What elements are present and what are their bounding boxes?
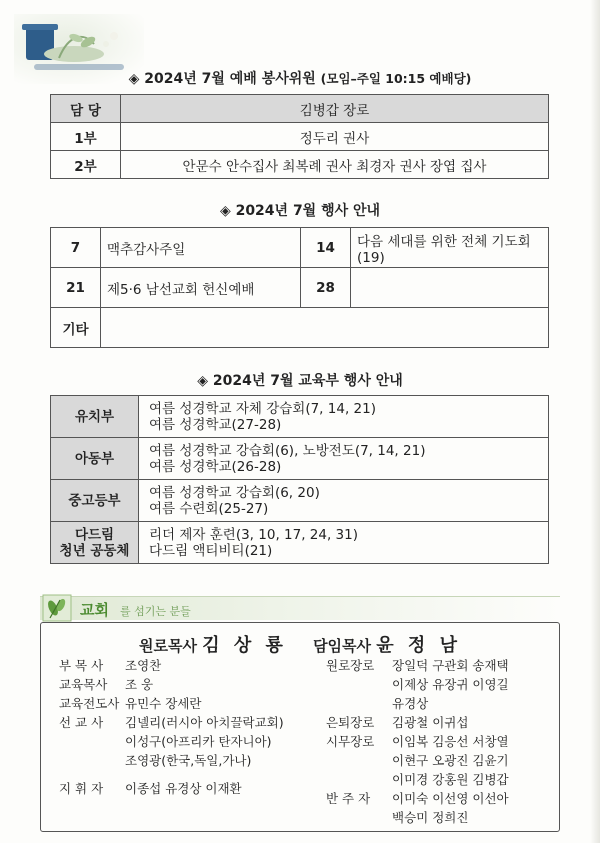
staff-row [59,732,272,750]
edu-event-line: 여름 수련회(25-27) [149,500,269,517]
staff-names: 조영광(한국,독일,가나) [125,753,252,768]
staff-row [59,694,201,712]
staff-row [326,732,509,750]
edu-event-line: 리더 제자 훈련(3, 10, 17, 24, 31) [149,526,358,543]
event-etc-label: 기타 [51,308,101,348]
edu-event-line: 여름 성경학교 강습회(6), 노방전도(7, 14, 21) [149,442,426,459]
staff-label: 반 주 자 [326,791,371,806]
table-row [51,268,549,308]
staff-label: 지 휘 자 [59,781,104,796]
edu-dept: 유치부 [51,396,139,438]
staff-row [59,713,284,731]
staff-names: 이현구 오광진 김윤기 [392,753,509,768]
senior-pastor-name: 윤 정 남 [376,635,461,656]
worship-title-text: ◈ 2024년 7월 예배 봉사위원 [128,71,316,87]
event-name [351,268,549,308]
emeritus-pastor-title: 원로목사 [139,637,197,655]
staff-section-title: 교회 [80,601,109,619]
edu-dept-line: 청년 공동체 [59,542,130,559]
edu-table [50,395,549,564]
worship-row-label: 1부 [51,123,121,151]
table-row [51,522,549,564]
staff-row [59,779,242,797]
emeritus-pastor-name: 김 상 룡 [202,635,287,656]
staff-section-subtitle: 를 섬기는 분들 [120,605,191,618]
event-date: 28 [301,268,351,308]
edu-events [139,396,549,438]
staff-row [326,675,509,693]
staff-row [59,675,153,693]
staff-names: 이제상 유장귀 이영길 [392,677,509,692]
edu-event-line: 여름 성경학교 강습회(6, 20) [149,484,320,501]
staff-row [59,751,251,769]
staff-names: 조 웅 [125,677,154,692]
staff-names: 김광철 이귀섭 [392,715,469,730]
staff-names: 이미경 강홍원 김병갑 [392,772,509,787]
staff-row [326,751,509,769]
staff-names: 유민수 장세란 [125,696,202,711]
events-section-title: ◈ 2024년 7월 행사 안내 [219,203,381,219]
staff-label: 선 교 사 [59,715,104,730]
table-row [51,123,549,151]
staff-names: 유경상 [392,696,429,711]
edu-event-line: 여름 성경학교(27-28) [149,416,282,433]
worship-row-value: 정두리 권사 [121,123,549,151]
staff-row [326,656,509,674]
event-name: 제5·6 남선교회 헌신예배 [101,268,301,308]
worship-section-title [0,68,600,88]
staff-names: 이성구(아프리카 탄자니아) [125,734,272,749]
staff-label: 교육전도사 [59,696,120,711]
worship-header-label: 담 당 [51,95,121,123]
edu-dept [51,522,139,564]
staff-names: 조영찬 [125,658,162,673]
staff-row [59,656,161,674]
event-date: 21 [51,268,101,308]
worship-table [50,94,549,179]
table-row [51,228,549,268]
worship-row-value: 안문수 안수집사 최복례 권사 최경자 권사 장엽 집사 [121,151,549,179]
staff-names: 장일덕 구관회 송재택 [392,658,509,673]
event-name: 맥추감사주일 [101,228,301,268]
staff-row [326,808,468,826]
edu-dept-line: 다드림 [74,526,115,543]
staff-row [326,789,509,807]
staff-row [326,694,428,712]
staff-row [326,770,509,788]
staff-label: 부 목 사 [59,658,104,673]
staff-names: 백승미 정희진 [392,810,469,825]
events-table [50,227,549,348]
staff-names: 이미숙 이선영 이선아 [392,791,509,806]
edu-event-line: 다드림 액티비티(21) [149,542,273,559]
staff-label: 시무장로 [326,734,375,749]
staff-label: 은퇴장로 [326,715,375,730]
event-date: 7 [51,228,101,268]
edu-events [139,480,549,522]
table-row [51,95,549,123]
worship-subtitle: (모임–주일 10:15 예배당) [320,71,472,86]
page-edge [590,0,600,843]
worship-header-value: 김병갑 장로 [121,95,549,123]
senior-pastor-title: 담임목사 [313,637,372,655]
edu-section-title: ◈ 2024년 7월 교육부 행사 안내 [197,373,403,389]
event-etc-value [101,308,549,348]
leaf-icon [42,594,72,622]
edu-events [139,438,549,480]
staff-label: 교육목사 [59,677,108,692]
staff-names: 이종섭 유경상 이재환 [125,781,242,796]
edu-event-line: 여름 성경학교 자체 강습회(7, 14, 21) [149,400,376,417]
edu-events [139,522,549,564]
staff-row [326,713,468,731]
pastors-line [41,631,559,657]
staff-label: 원로장로 [326,658,375,673]
event-date: 14 [301,228,351,268]
edu-dept: 아동부 [51,438,139,480]
table-row [51,308,549,348]
table-row [51,151,549,179]
table-row [51,438,549,480]
table-row [51,396,549,438]
table-row [51,480,549,522]
edu-dept: 중고등부 [51,480,139,522]
staff-box [40,622,560,832]
staff-names: 김넬리(러시아 아치끌락교회) [125,715,284,730]
staff-names: 이임복 김응선 서창열 [392,734,509,749]
staff-header-bar [40,596,560,620]
worship-row-label: 2부 [51,151,121,179]
edu-event-line: 여름 성경학교(26-28) [149,458,282,475]
event-name: 다음 세대를 위한 전체 기도회(19) [351,228,549,268]
